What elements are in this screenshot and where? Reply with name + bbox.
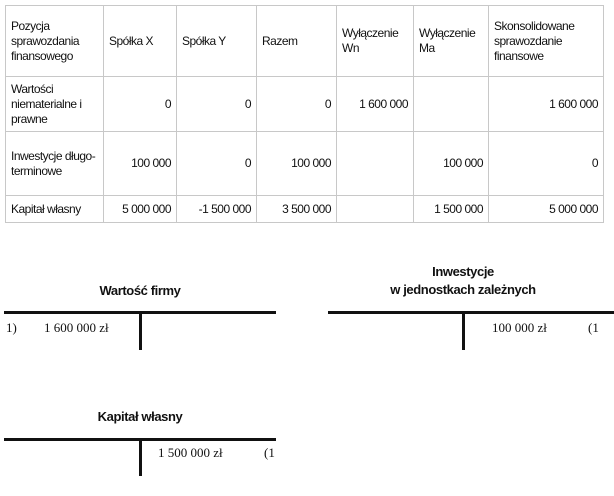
cell: 100 000	[414, 132, 489, 196]
header-cell: Razem	[257, 6, 337, 77]
cell	[337, 196, 414, 223]
cell: 0	[257, 77, 337, 132]
entry-ref: (1	[588, 320, 599, 335]
entry-ref: (1	[264, 445, 275, 460]
cell: 0	[489, 132, 604, 196]
entry-ref: 1)	[6, 320, 17, 335]
cell: 0	[177, 132, 257, 196]
cell: 3 500 000	[257, 196, 337, 223]
table-header-row	[6, 6, 604, 77]
account-title: Kapitał własny	[97, 409, 183, 424]
table-row	[6, 77, 604, 132]
header-cell: Spółka X	[104, 6, 177, 77]
account-top-line	[328, 311, 614, 314]
cell: 1 500 000	[414, 196, 489, 223]
cell: 5 000 000	[104, 196, 177, 223]
header-cell: Spółka Y	[177, 6, 257, 77]
row-label: Wartości niematerialne i prawne	[6, 77, 104, 132]
credit-amount: 1 500 000 zł	[158, 445, 223, 460]
cell	[337, 132, 414, 196]
consolidation-table	[5, 5, 604, 223]
header-cell: Skonsolidowane sprawozdanie finansowe	[489, 6, 604, 77]
cell: 0	[177, 77, 257, 132]
account-divider	[139, 438, 142, 476]
row-label: Inwestycje długo-terminowe	[6, 132, 104, 196]
account-divider	[139, 311, 142, 350]
account-title: Wartość firmy	[99, 283, 181, 298]
account-divider	[462, 311, 465, 350]
cell: 100 000	[257, 132, 337, 196]
header-cell: Pozycja sprawozdania finansowego	[6, 6, 104, 77]
cell: 100 000	[104, 132, 177, 196]
cell: 1 600 000	[337, 77, 414, 132]
table-row	[6, 132, 604, 196]
cell: 0	[104, 77, 177, 132]
row-label: Kapitał własny	[6, 196, 104, 223]
header-cell: Wyłączenie Ma	[414, 6, 489, 77]
header-cell: Wyłączenie Wn	[337, 6, 414, 77]
debit-amount: 1 600 000 zł	[44, 320, 109, 335]
table-row	[6, 196, 604, 223]
account-title-line2: w jednostkach zależnych	[390, 282, 536, 297]
cell: -1 500 000	[177, 196, 257, 223]
cell: 1 600 000	[489, 77, 604, 132]
account-title-line1: Inwestycje	[432, 264, 494, 279]
credit-amount: 100 000 zł	[492, 320, 547, 335]
cell	[414, 77, 489, 132]
cell: 5 000 000	[489, 196, 604, 223]
